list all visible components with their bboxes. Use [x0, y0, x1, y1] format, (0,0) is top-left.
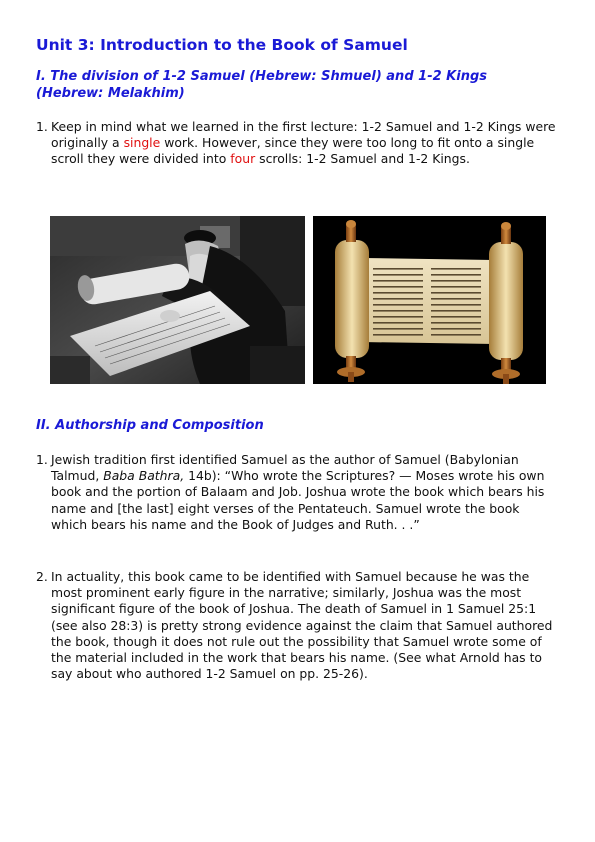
list-item-text: Keep in mind what we learned in the first lecture: 1-2 Samuel and 1-2 Kings were originally a single work. However, since they were too long to fit onto a single scroll they were divided into four scrolls: 1-2 Samuel and 1-2 Kings. [51, 119, 556, 167]
citation-title: Baba Bathra, [103, 468, 185, 484]
list-item [36, 452, 558, 533]
list-number: 2. [36, 569, 48, 584]
highlight-single: single [123, 135, 161, 151]
list-item [36, 119, 558, 168]
section-heading-division: I. The division of 1-2 Samuel (Hebrew: Shmuel) and 1-2 Kings (Hebrew: Melakhim) [36, 69, 487, 101]
scribe-writing-scroll-photo [50, 216, 305, 384]
section-heading-authorship: II. Authorship and Composition [36, 418, 264, 433]
torah-scroll-photo [313, 216, 546, 384]
list-item-text: Jewish tradition first identified Samuel as the author of Samuel (Babylonian Talmud, Baba Bathra, 14b): “Who wrote the Scriptures? — Moses wrote his own book and the portion of Balaam and Job. Joshua wrote the book which bears his name and [the last] eight verses of the Pentateuch. Samuel wrote the book which bears his name and the Book of Judges and Ruth. . .” [51, 452, 545, 532]
list-number: 1. [36, 452, 48, 467]
highlight-four: four [230, 151, 256, 167]
page-title: Unit 3: Introduction to the Book of Samuel [36, 36, 408, 54]
list-item [36, 569, 558, 682]
list-item-text: In actuality, this book came to be identified with Samuel because he was the most prominent early figure in the narrative; similarly, Joshua was the most significant figure of the book of Joshua. The death of Samuel in 1 Samuel 25:1 (see also 28:3) is pretty strong evidence against the claim that Samuel authored the book, though it does not rule out the possibility that Samuel wrote some of the material included in the work that bears his name. (See what Arnold has to say about who authored 1-2 Samuel on pp. 25-26). [51, 569, 553, 682]
list-number: 1. [36, 119, 48, 134]
